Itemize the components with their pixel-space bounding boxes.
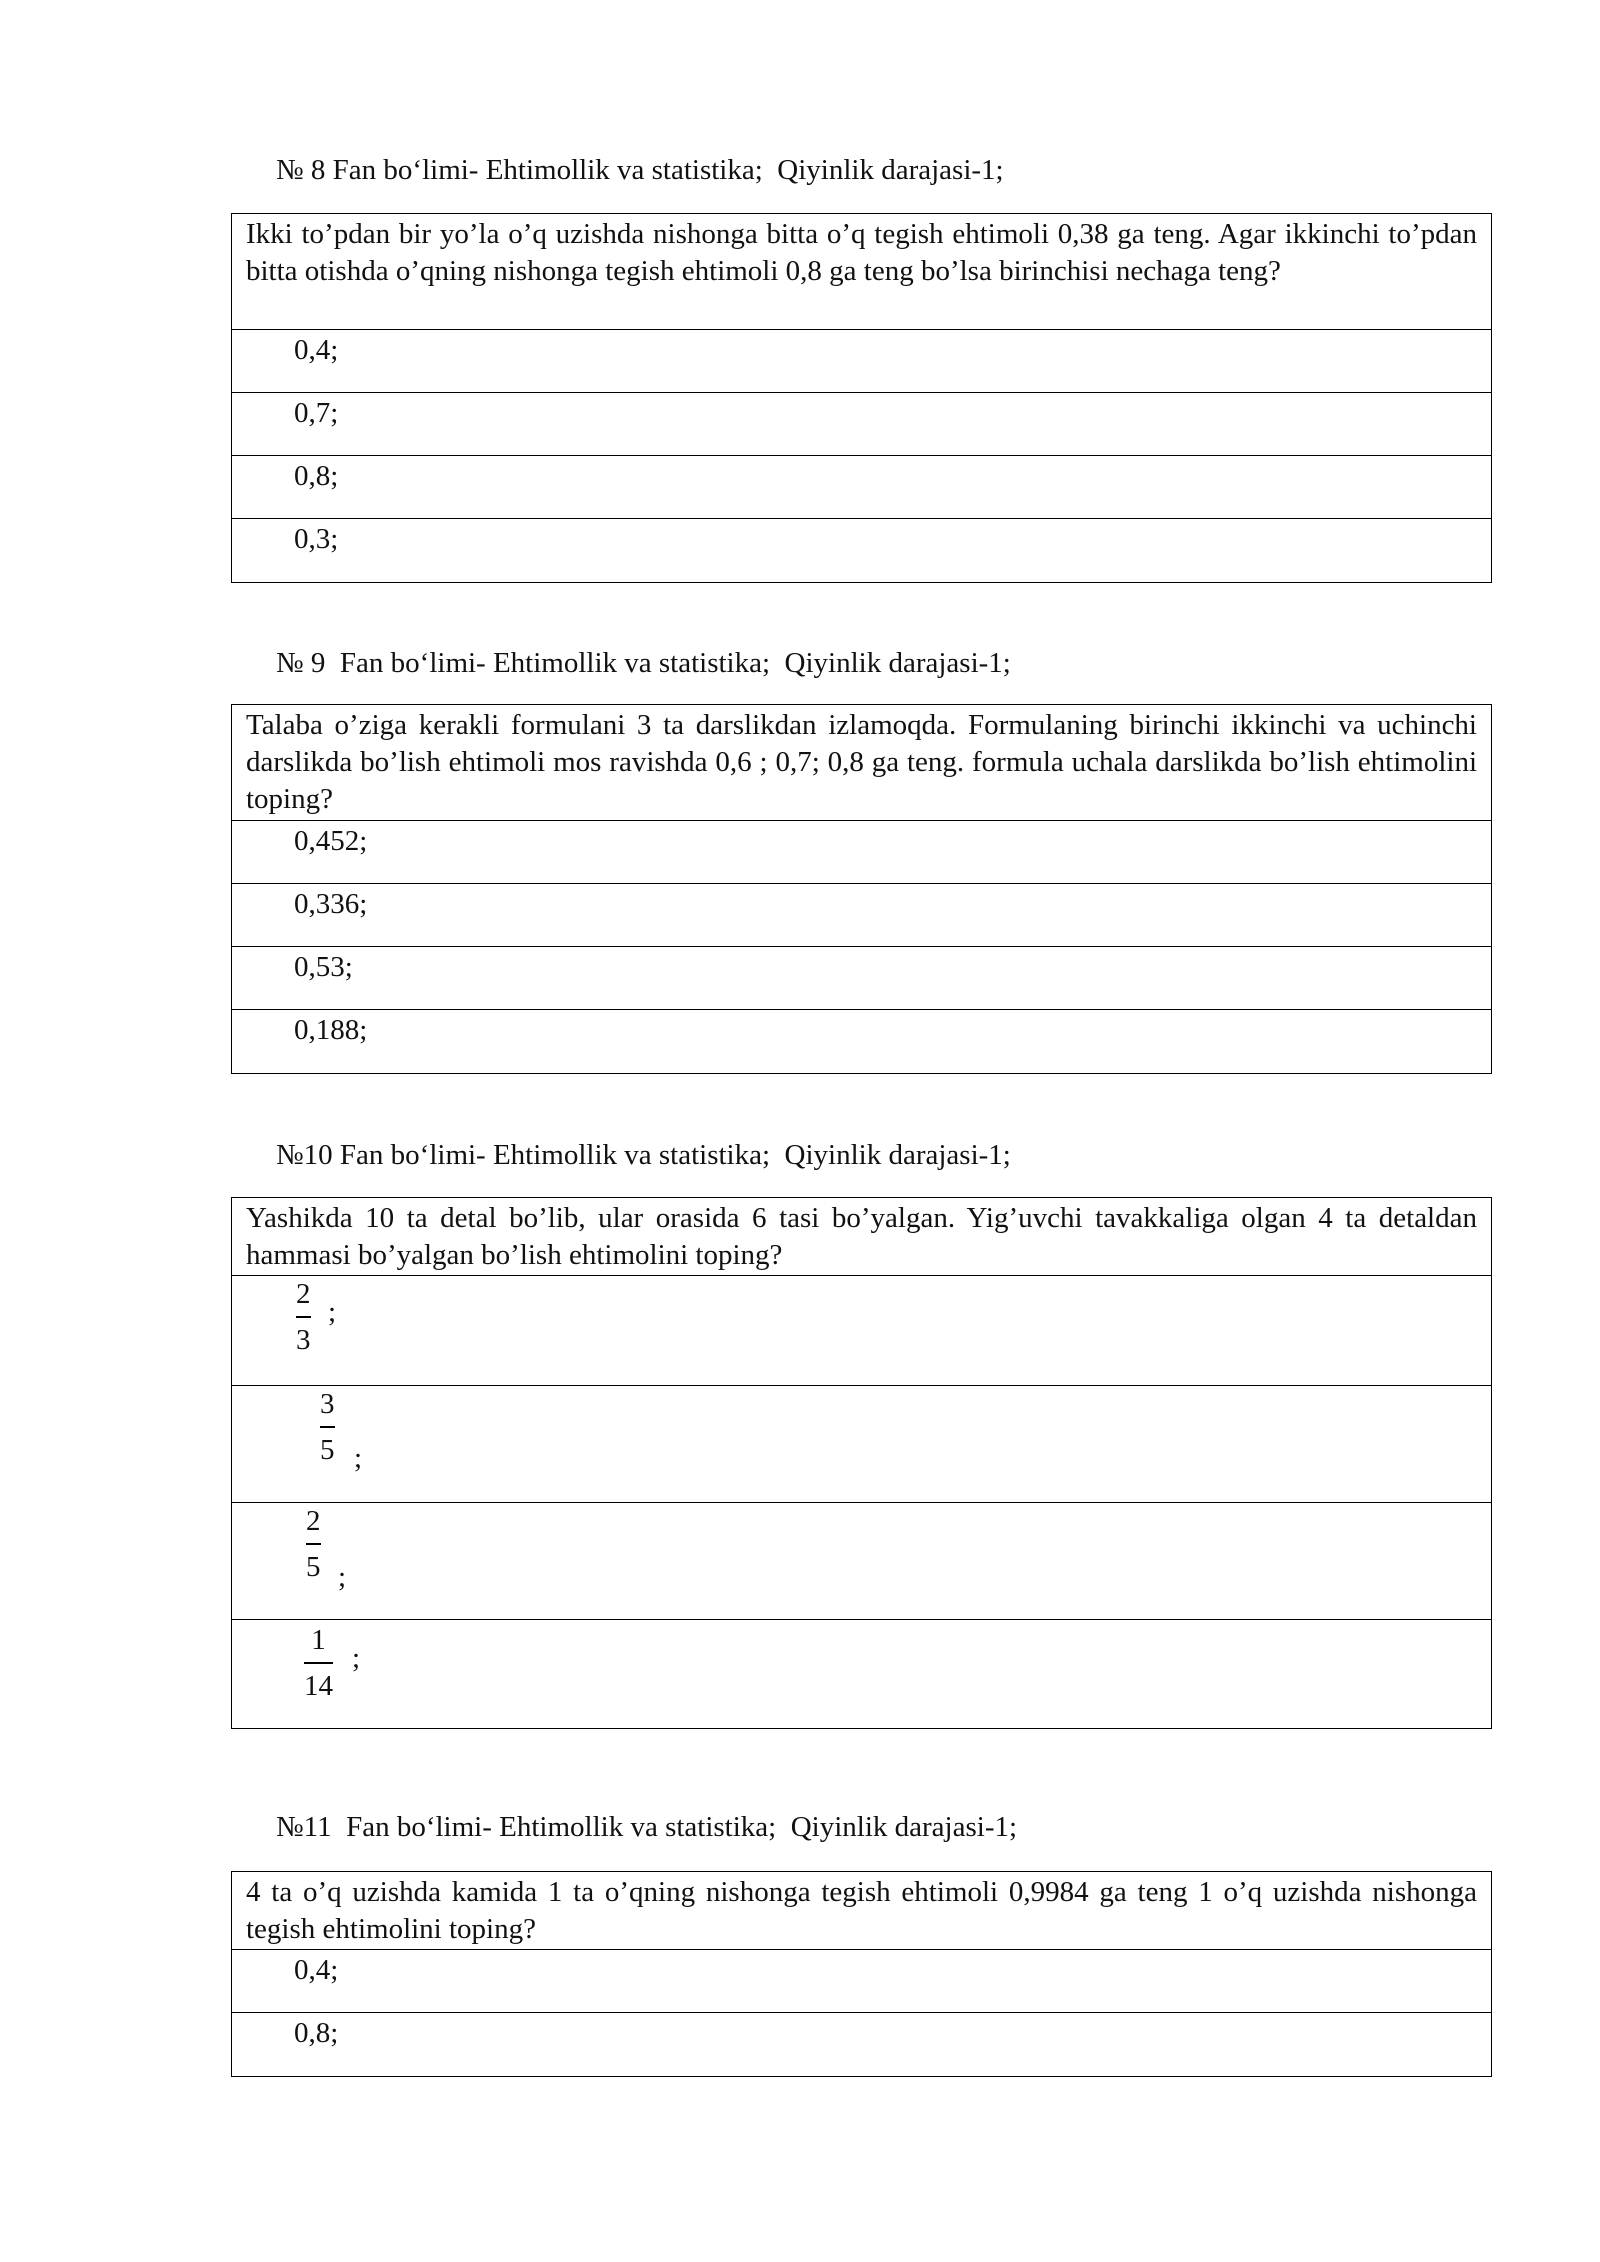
question-9-table (231, 704, 1492, 1074)
fraction-bar (296, 1316, 311, 1318)
answer-option[interactable] (232, 884, 1491, 947)
answer-option[interactable] (232, 1620, 1491, 1728)
answer-option-text: 0,336; (294, 888, 368, 920)
answer-semicolon: ; (328, 1296, 337, 1328)
fraction-denominator: 3 (296, 1323, 311, 1356)
question-9-text: Talaba o’ziga kerakli formulani 3 ta darslikdan izlamoqda. Formulaning birinchi ikkinchi va uchinchi darslikda bo’lish ehtimoli mos ravishda 0,6 ; 0,7; 0,8 ga teng. formula uchala darslikda bo’lish ehtimolini toping? (232, 705, 1491, 821)
fraction-numerator: 3 (320, 1388, 335, 1420)
fraction-denominator: 14 (304, 1669, 333, 1702)
answer-option-text: 0,8; (294, 2017, 339, 2049)
fraction-numerator: 2 (296, 1278, 311, 1310)
question-11-text: 4 ta o’q uzishda kamida 1 ta o’qning nishonga tegish ehtimoli 0,9984 ga teng 1 o’q uzishda nishonga tegish ehtimolini toping? (232, 1872, 1491, 1950)
question-10-heading: №10 Fan bo‘limi- Ehtimollik va statistika; Qiyinlik darajasi-1; (276, 1139, 1011, 1171)
question-9-heading: № 9 Fan bo‘limi- Ehtimollik va statistika; Qiyinlik darajasi-1; (276, 647, 1011, 679)
answer-option-text: 0,4; (294, 1954, 339, 1986)
question-11-heading: №11 Fan bo‘limi- Ehtimollik va statistika; Qiyinlik darajasi-1; (276, 1811, 1018, 1843)
answer-option[interactable] (232, 330, 1491, 393)
fraction (306, 1505, 321, 1583)
answer-option-text: 0,452; (294, 825, 368, 857)
answer-option[interactable] (232, 456, 1491, 519)
fraction-denominator: 5 (320, 1433, 335, 1466)
answer-option-text: 0,4; (294, 334, 339, 366)
answer-option-text: 0,8; (294, 460, 339, 492)
answer-option[interactable] (232, 393, 1491, 456)
fraction-bar (320, 1426, 335, 1428)
question-8-heading: № 8 Fan bo‘limi- Ehtimollik va statistika; Qiyinlik darajasi-1; (276, 154, 1004, 186)
answer-option[interactable] (232, 1503, 1491, 1620)
answer-option[interactable] (232, 1386, 1491, 1503)
fraction (304, 1624, 333, 1702)
answer-option[interactable] (232, 821, 1491, 884)
answer-option[interactable] (232, 519, 1491, 582)
answer-semicolon: ; (354, 1442, 363, 1474)
fraction (320, 1388, 335, 1466)
fraction-bar (304, 1662, 333, 1664)
fraction-denominator: 5 (306, 1550, 321, 1583)
answer-option[interactable] (232, 1950, 1491, 2013)
answer-option-text: 0,7; (294, 397, 339, 429)
question-8-table (231, 213, 1492, 583)
fraction-numerator: 1 (311, 1624, 326, 1656)
fraction-numerator: 2 (306, 1505, 321, 1537)
fraction-bar (306, 1543, 321, 1545)
answer-option[interactable] (232, 2013, 1491, 2076)
answer-semicolon: ; (352, 1642, 361, 1674)
fraction (296, 1278, 311, 1356)
answer-option[interactable] (232, 1010, 1491, 1073)
answer-option-text: 0,3; (294, 523, 339, 555)
answer-option-text: 0,188; (294, 1014, 368, 1046)
question-10-table (231, 1197, 1492, 1729)
question-8-text: Ikki to’pdan bir yo’la o’q uzishda nishonga bitta o’q tegish ehtimoli 0,38 ga teng. Agar ikkinchi to’pdan bitta otishda o’qning nishonga tegish ehtimoli 0,8 ga teng bo’lsa birinchisi nechaga teng? (232, 214, 1491, 330)
answer-option[interactable] (232, 947, 1491, 1010)
answer-semicolon: ; (338, 1561, 347, 1593)
answer-option[interactable] (232, 1276, 1491, 1386)
answer-option-text: 0,53; (294, 951, 353, 983)
question-10-text: Yashikda 10 ta detal bo’lib, ular orasida 6 tasi bo’yalgan. Yig’uvchi tavakkaliga olgan 4 ta detaldan hammasi bo’yalgan bo’lish ehtimolini toping? (232, 1198, 1491, 1276)
question-11-table (231, 1871, 1492, 2077)
